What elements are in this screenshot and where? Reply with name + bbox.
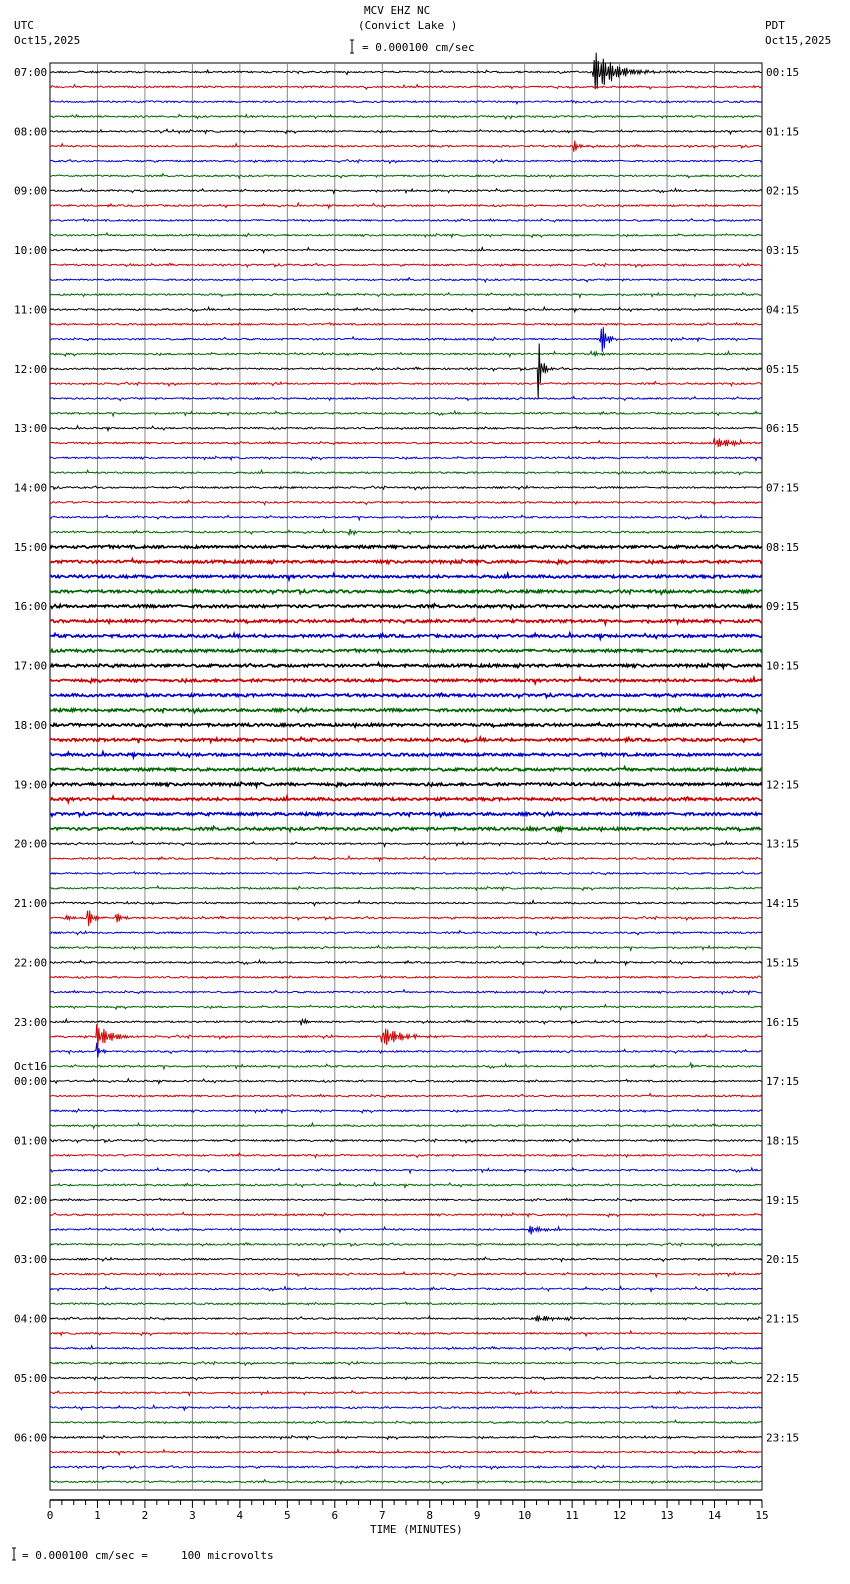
seismic-trace [50,1123,762,1128]
seismic-trace [50,886,762,890]
seismic-trace [50,278,762,282]
seismic-trace [50,1168,762,1173]
seismic-trace [50,203,762,208]
seismic-trace [50,53,762,89]
x-tick-label: 8 [426,1509,434,1522]
utc-hour-label: 22:00 [14,956,48,970]
seismic-trace [50,500,762,504]
seismic-trace [50,160,762,164]
local-hour-label: 20:15 [766,1253,800,1267]
x-tick-label: 11 [565,1509,579,1522]
seismic-trace [50,737,762,743]
x-axis-title: TIME (MINUTES) [370,1523,463,1536]
local-hour-label: 11:15 [766,718,800,732]
seismic-trace [50,856,762,861]
x-tick-label: 2 [141,1509,149,1522]
seismic-trace [50,1183,762,1188]
local-hour-label: 03:15 [766,244,800,258]
seismic-trace [50,693,762,697]
utc-hour-label: 19:00 [14,778,48,792]
utc-hour-label: 08:00 [14,125,48,139]
seismic-trace [50,426,762,431]
seismic-trace [50,411,762,416]
utc-hour-label: 12:00 [14,362,48,376]
local-hour-label: 19:15 [766,1193,800,1207]
seismic-trace [50,100,762,103]
x-tick-label: 4 [236,1509,244,1522]
x-tick-label: 6 [331,1509,339,1522]
seismic-trace [50,1063,762,1069]
local-hour-label: 00:15 [766,66,800,79]
seismic-trace [50,248,762,253]
seismic-trace [50,1043,762,1058]
seismic-trace [50,589,762,594]
seismic-trace [50,827,762,833]
seismic-trace [50,1139,762,1143]
seismic-trace [50,1287,762,1292]
station-title: MCV EHZ NC [364,4,431,17]
local-hour-label: 23:15 [766,1431,800,1445]
seismic-trace [50,1331,762,1336]
seismic-trace [50,1094,762,1098]
local-hour-label: 21:15 [766,1312,800,1326]
local-hour-label: 08:15 [766,540,800,554]
utc-hour-label: 05:00 [14,1371,48,1385]
right-date: Oct15,2025 [765,34,832,47]
x-tick-label: 7 [378,1509,386,1522]
seismic-trace [50,115,762,119]
seismic-trace [50,619,762,624]
seismic-trace [50,545,762,549]
seismic-trace [50,189,762,194]
x-tick-label: 13 [660,1509,674,1522]
x-tick-label: 1 [94,1509,101,1522]
seismic-trace [50,841,762,846]
seismic-trace [50,782,762,786]
seismic-trace [50,1019,762,1025]
seismic-trace [50,1257,762,1261]
x-tick-label: 5 [284,1509,291,1522]
seismic-trace [50,1005,762,1010]
seismic-trace [50,931,762,935]
local-hour-label: 09:15 [766,600,800,614]
right-timezone: PDT [765,19,785,32]
seismic-trace [50,872,762,875]
seismic-trace [50,397,762,401]
local-hour-label: 10:15 [766,659,800,673]
seismic-trace [50,141,762,152]
plot-frame [50,63,762,1490]
x-tick-label: 10 [518,1509,532,1522]
utc-hour-label: 02:00 [14,1193,48,1207]
utc-hour-label: 16:00 [14,600,48,614]
seismic-trace [50,901,762,906]
seismic-trace [50,649,762,653]
seismic-trace [50,1346,762,1351]
utc-hour-label: 15:00 [14,540,48,554]
seismic-trace [50,752,762,758]
seismic-trace [50,174,762,178]
station-location: (Convict Lake ) [358,19,458,32]
local-hour-label: 17:15 [766,1075,800,1089]
seismic-trace [50,1272,762,1277]
seismic-trace [50,1376,762,1380]
seismic-trace [50,263,762,267]
seismic-trace [50,604,762,609]
footer-scale-bar-icon [12,1548,16,1560]
seismic-trace [50,1466,762,1470]
seismic-trace [50,438,762,447]
local-hour-label: 14:15 [766,897,800,911]
seismic-trace [50,351,762,356]
seismic-trace [50,1450,762,1455]
x-tick-label: 3 [189,1509,196,1522]
utc-hour-label: 09:00 [14,184,48,198]
utc-hour-label: 11:00 [14,303,48,317]
seismic-trace [50,1153,762,1157]
local-hour-label: 05:15 [766,362,800,376]
local-hour-label: 16:15 [766,1015,800,1029]
utc-hour-label: 18:00 [14,718,48,732]
seismic-trace [50,1243,762,1247]
seismic-trace [50,486,762,490]
seismic-trace [50,1405,762,1410]
utc-hour-label: 10:00 [14,244,48,258]
x-tick-label: 9 [473,1509,481,1522]
scale-label: = 0.000100 cm/sec [362,41,475,54]
utc-hour-label: 06:00 [14,1431,48,1445]
seismic-trace [50,382,762,386]
left-timezone: UTC [14,19,34,32]
utc-hour-label: 01:00 [14,1134,48,1148]
utc-hour-label: 07:00 [14,66,48,79]
seismic-trace [50,85,762,90]
utc-hour-label: 00:00 [14,1075,48,1089]
seismic-trace [50,990,762,994]
seismic-trace [50,529,762,535]
seismic-trace [50,960,762,965]
seismic-trace [50,1391,762,1396]
local-hour-label: 13:15 [766,837,800,851]
local-hour-label: 18:15 [766,1134,800,1148]
seismic-trace [50,470,762,475]
seismic-trace [50,1361,762,1365]
seismic-trace [50,1315,762,1321]
seismic-trace [50,678,762,684]
local-hour-label: 06:15 [766,422,800,436]
seismic-trace [50,812,762,816]
scale-bar-icon [350,40,354,53]
seismic-trace [50,1226,762,1235]
seismic-trace [50,1212,762,1217]
seismic-trace [50,796,762,802]
seismic-trace [50,946,762,951]
seismic-trace [50,233,762,237]
x-tick-label: 15 [755,1509,769,1522]
x-tick-label: 12 [612,1509,627,1522]
x-tick-label: 14 [707,1509,722,1522]
seismic-trace [50,911,762,927]
local-hour-label: 12:15 [766,778,800,792]
local-hour-label: 04:15 [766,303,800,317]
seismic-trace [50,633,762,639]
utc-hour-label: 13:00 [14,422,48,436]
seismic-trace [50,723,762,728]
seismic-trace [50,1302,762,1305]
seismic-trace [50,456,762,460]
seismic-trace [50,976,762,979]
seismic-trace [50,663,762,668]
seismic-trace [50,1024,762,1048]
footer-scale-label: = 0.000100 cm/sec = 100 microvolts [22,1549,274,1562]
seismic-trace [50,515,762,520]
local-hour-label: 02:15 [766,184,800,198]
utc-hour-label: 03:00 [14,1253,48,1267]
seismic-trace [50,327,762,352]
seismic-trace [50,323,762,326]
local-hour-label: 01:15 [766,125,800,139]
utc-hour-label: 20:00 [14,837,48,851]
local-hour-label: 15:15 [766,956,800,970]
local-hour-label: 22:15 [766,1371,800,1385]
seismic-trace [50,1109,762,1113]
left-date: Oct15,2025 [14,34,81,47]
seismic-trace [50,1480,762,1484]
seismic-trace [50,307,762,312]
seismic-trace [50,708,762,713]
seismic-trace [50,1079,762,1084]
seismic-trace [50,344,762,399]
seismic-trace [50,1420,762,1424]
seismic-trace [50,559,762,564]
utc-hour-label: 04:00 [14,1312,48,1326]
seismic-trace [50,219,762,222]
date-change-label: Oct16 [14,1060,48,1074]
x-tick-label: 0 [46,1509,54,1522]
utc-hour-label: 17:00 [14,659,48,673]
seismic-trace [50,767,762,772]
utc-hour-label: 23:00 [14,1015,48,1029]
utc-hour-label: 21:00 [14,897,48,911]
seismic-trace [50,1436,762,1440]
seismic-trace [50,1198,762,1201]
seismic-trace [50,293,762,298]
seismic-trace [50,129,762,134]
utc-hour-label: 14:00 [14,481,48,495]
local-hour-label: 07:15 [766,481,800,495]
seismic-trace [50,574,762,580]
